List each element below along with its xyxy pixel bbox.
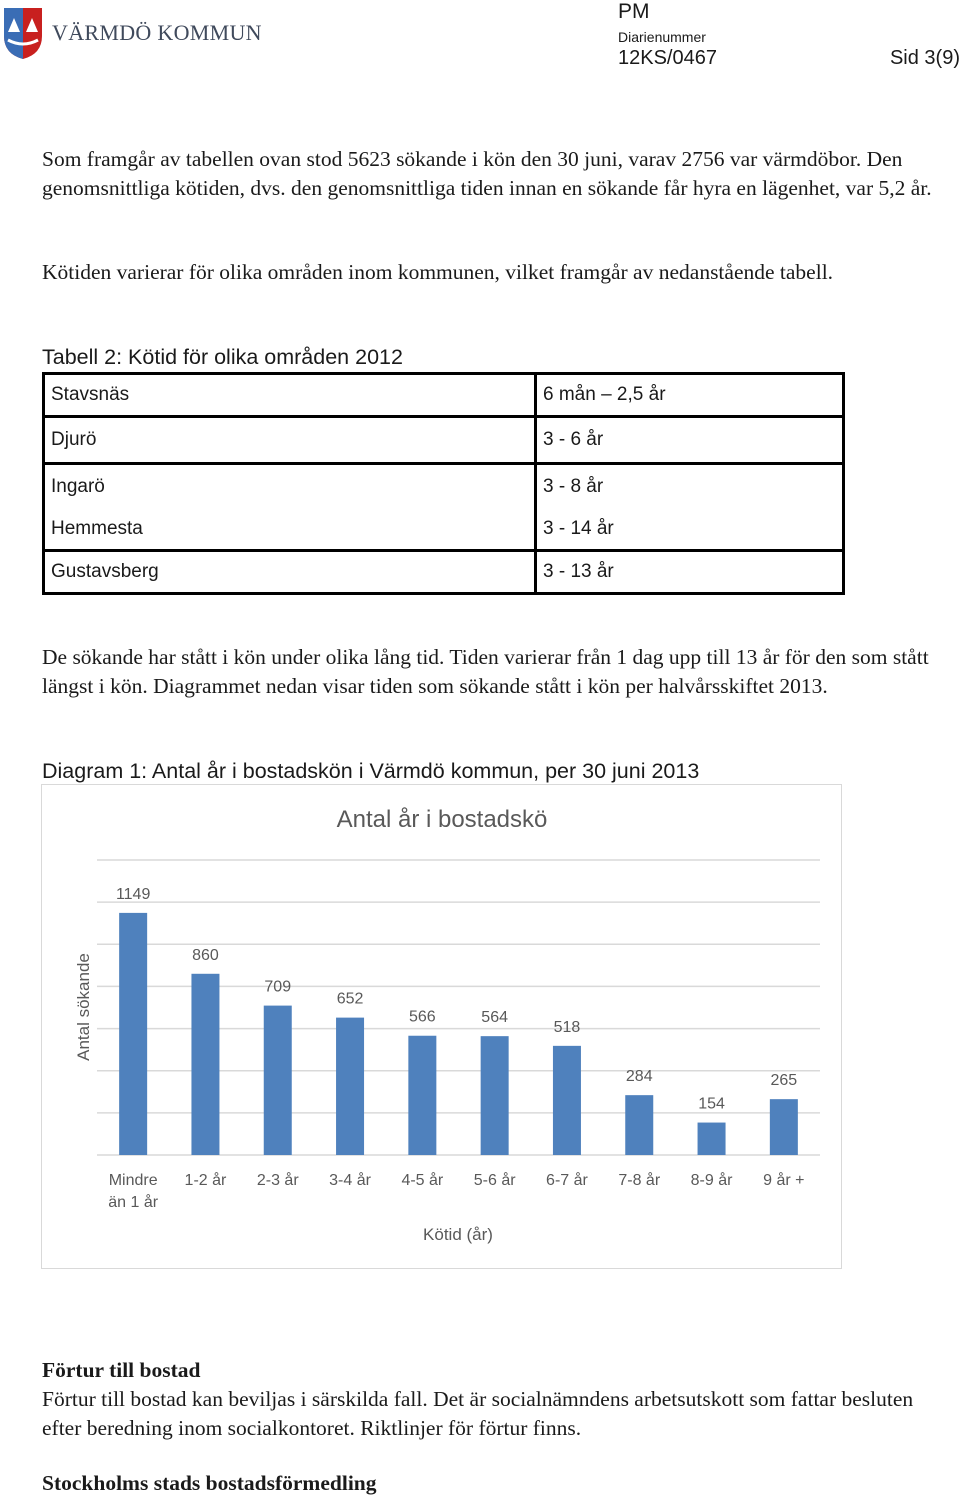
- paragraph-queue-duration: De sökande har stått i kön under olika lång tid. Tiden varierar från 1 dag upp till 13 år för den som stått längst i kön. Diagrammet nedan visar tiden som sökande stått i kön per halvårsskiftet 2013.: [42, 645, 929, 698]
- paragraph-fortur: Förtur till bostad kan beviljas i särskilda fall. Det är socialnämndens arbetsutskott som fattar besluten efter beredning inom socialkontoret. Riktlinjer för förtur finns.: [42, 1387, 914, 1440]
- table-row: [44, 551, 844, 594]
- diarie-number: 12KS/0467: [618, 47, 717, 69]
- chart-bar: [481, 1036, 509, 1155]
- table-cell-area: Hemmesta: [44, 509, 536, 551]
- table-cell-area: Djurö: [44, 417, 536, 464]
- table-caption: Tabell 2: Kötid för olika områden 2012: [42, 345, 403, 369]
- chart-bar: [336, 1018, 364, 1155]
- x-tick-label: 8-9 år: [690, 1172, 733, 1189]
- data-label: 566: [408, 1008, 436, 1026]
- table-cell-area: Gustavsberg: [44, 551, 536, 594]
- paragraph-queue-variation: Kötiden varierar för olika områden inom kommunen, vilket framgår av nedanstående tabell.: [42, 260, 834, 284]
- data-label: 284: [625, 1068, 653, 1086]
- org-name: VÄRMDÖ KOMMUN: [52, 20, 262, 45]
- section-heading-stockholm: Stockholms stads bostadsförmedling: [42, 1471, 377, 1495]
- x-tick-label: 7-8 år: [618, 1172, 661, 1189]
- doc-type: PM: [618, 0, 650, 23]
- table-row: [44, 464, 844, 510]
- table-cell-time: 6 mån – 2,5 år: [536, 374, 844, 417]
- data-label: 154: [698, 1095, 725, 1113]
- data-label: 860: [192, 946, 219, 964]
- chart-bar: [119, 913, 147, 1155]
- x-tick-label: 1-2 år: [184, 1172, 227, 1189]
- x-tick-label: 9 år +: [763, 1172, 805, 1189]
- chart-bar: [264, 1006, 292, 1155]
- data-label: 564: [481, 1009, 509, 1027]
- x-tick-label: 5-6 år: [473, 1172, 516, 1189]
- table-cell-time: 3 - 6 år: [536, 417, 844, 464]
- chart-bar: [698, 1123, 726, 1155]
- chart-bar: [553, 1046, 581, 1155]
- table-row: [44, 417, 844, 464]
- table-cell-time: 3 - 8 år: [536, 464, 844, 510]
- x-tick-label: Mindre: [108, 1172, 158, 1189]
- x-tick-label: än 1 år: [108, 1194, 159, 1211]
- table-row: [44, 374, 844, 417]
- diarie-label: Diarienummer: [618, 29, 706, 45]
- table-cell-time: 3 - 14 år: [536, 509, 844, 551]
- x-tick-label: 6-7 år: [546, 1172, 588, 1189]
- chart-bar: [191, 974, 219, 1155]
- chart-bar: [625, 1095, 653, 1155]
- chart-title: Antal år i bostadskö: [336, 806, 548, 833]
- x-tick-label: 4-5 år: [401, 1172, 444, 1189]
- table-cell-area: Stavsnäs: [44, 374, 536, 417]
- chart-caption: Diagram 1: Antal år i bostadskön i Värmdö kommun, per 30 juni 2013: [42, 759, 700, 783]
- paragraph-queue-summary: Som framgår av tabellen ovan stod 5623 sökande i kön den 30 juni, varav 2756 var värmdöbor. Den genomsnittliga kötiden, dvs. den genomsnittliga tiden innan en sökande får hyra en lägenhet, var 5,2 år.: [42, 147, 932, 200]
- page-number: Sid 3(9): [889, 47, 960, 69]
- queue-time-table: [42, 372, 845, 595]
- data-label: 709: [264, 978, 292, 996]
- x-tick-label: 2-3 år: [256, 1172, 299, 1189]
- x-tick-label: 3-4 år: [329, 1172, 371, 1189]
- chart-bar: [408, 1036, 436, 1155]
- coat-of-arms-logo: [2, 6, 44, 60]
- table-cell-area: Ingarö: [44, 464, 536, 510]
- queue-years-bar-chart: [42, 785, 843, 1270]
- chart-frame: [41, 784, 842, 1269]
- data-label: 652: [336, 990, 364, 1008]
- table-row: [44, 509, 844, 551]
- section-heading-fortur: Förtur till bostad: [42, 1358, 201, 1382]
- table-cell-time: 3 - 13 år: [536, 551, 844, 594]
- chart-bar: [770, 1099, 798, 1155]
- y-axis-label: Antal sökande: [74, 953, 93, 1061]
- data-label: 518: [553, 1018, 581, 1036]
- x-axis-label: Kötid (år): [423, 1225, 493, 1244]
- data-label: 1149: [115, 885, 151, 903]
- data-label: 265: [770, 1072, 798, 1090]
